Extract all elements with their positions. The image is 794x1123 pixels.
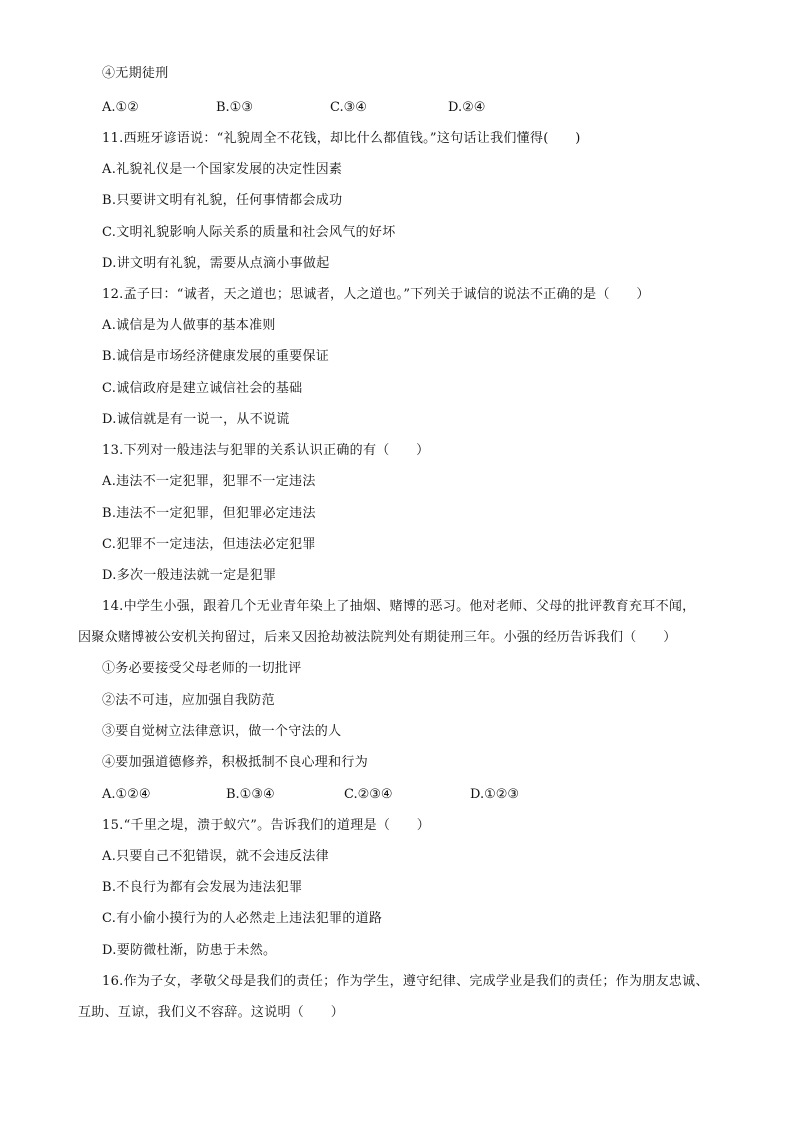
q15-option-d: D.要防微杜渐，防患于未然。 (102, 943, 277, 958)
q12-option-c: C.诚信政府是建立诚信社会的基础 (102, 381, 303, 396)
question-15: 15.“千里之堤，溃于蚁穴”。告诉我们的道理是（ ） (102, 818, 431, 833)
q14-statement-3: ③要自觉树立法律意识，做一个守法的人 (102, 724, 342, 739)
question-13: 13.下列对一般违法与犯罪的关系认识正确的有（ ） (102, 443, 430, 458)
q12-option-b: B.诚信是市场经济健康发展的重要保证 (102, 349, 330, 364)
option-b: B.①③ (216, 100, 253, 115)
question-12: 12.孟子曰：“诚者，天之道也；思诚者，人之道也。”下列关于诚信的说法不正确的是（ ） (102, 287, 650, 302)
q15-option-a: A.只要自己不犯错误，就不会违反法律 (102, 849, 329, 864)
option-c: C.②③④ (344, 787, 393, 802)
q13-option-a: A.违法不一定犯罪，犯罪不一定违法 (102, 474, 316, 489)
question-16: 16.作为子女，孝敬父母是我们的责任；作为学生，遵守纪律、完成学业是我们的责任；作为朋友忠诚、 (102, 974, 709, 989)
question-14: 14.中学生小强，跟着几个无业青年染上了抽烟、赌博的恶习。他对老师、父母的批评教育充耳不闻， (102, 599, 696, 614)
q14-statement-1: ①务必要接受父母老师的一切批评 (102, 661, 302, 676)
q14-statement-2: ②法不可违，应加强自我防范 (102, 693, 275, 708)
q11-option-c: C.文明礼貌影响人际关系的质量和社会风气的好坏 (102, 225, 396, 240)
q13-option-b: B.违法不一定犯罪，但犯罪必定违法 (102, 506, 316, 521)
q11-option-a: A.礼貌礼仪是一个国家发展的决定性因素 (102, 162, 343, 177)
statement-4: ④无期徒刑 (102, 66, 169, 81)
q12-option-a: A.诚信是为人做事的基本准则 (102, 318, 276, 333)
question-11: 11.西班牙谚语说：“礼貌周全不花钱，却比什么都值钱。”这句话让我们懂得( ) (102, 131, 581, 146)
option-c: C.③④ (330, 100, 367, 115)
option-a: A.①②④ (102, 787, 151, 802)
option-d: D.①②③ (470, 787, 520, 802)
q15-option-c: C.有小偷小摸行为的人必然走上违法犯罪的道路 (102, 911, 383, 926)
q15-option-b: B.不良行为都有会发展为违法犯罪 (102, 880, 303, 895)
option-d: D.②④ (448, 100, 486, 115)
q12-option-d: D.诚信就是有一说一，从不说谎 (102, 412, 290, 427)
q14-statement-4: ④要加强道德修养，积极抵制不良心理和行为 (102, 755, 369, 770)
option-b: B.①③④ (226, 787, 275, 802)
q11-option-d: D.讲文明有礼貌，需要从点滴小事做起 (102, 256, 330, 271)
q13-option-d: D.多次一般违法就一定是犯罪 (102, 568, 277, 583)
question-14-continued: 因聚众赌博被公安机关拘留过，后来又因抢劫被法院判处有期徒刑三年。小强的经历告诉我们（ ） (78, 630, 677, 645)
question-16-continued: 互助、互谅，我们义不容辞。这说明（ ） (78, 1005, 345, 1020)
q11-option-b: B.只要讲文明有礼貌，任何事情都会成功 (102, 193, 343, 208)
q13-option-c: C.犯罪不一定违法，但违法必定犯罪 (102, 537, 316, 552)
option-a: A.①② (102, 100, 139, 115)
